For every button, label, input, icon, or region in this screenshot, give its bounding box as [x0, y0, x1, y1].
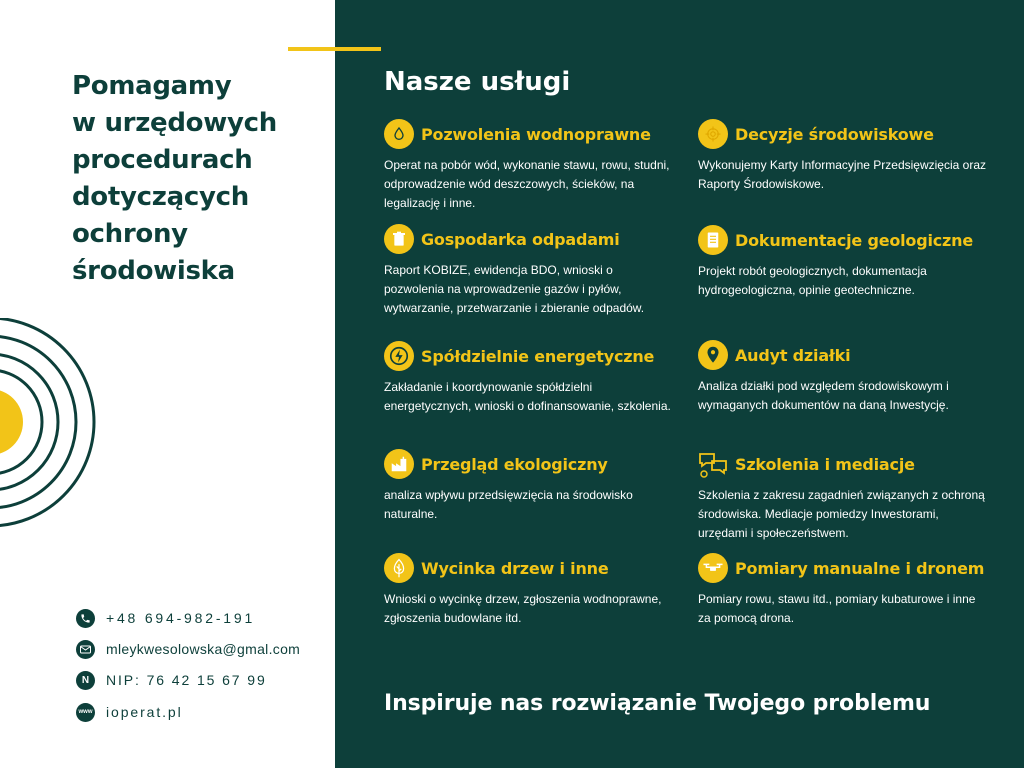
- service-title: Dokumentacje geologiczne: [735, 230, 974, 250]
- tree-icon: [384, 553, 414, 583]
- service-pomiary-dronem: [698, 553, 988, 628]
- service-title: Szkolenia i mediacje: [735, 454, 915, 474]
- service-title: Wycinka drzew i inne: [421, 558, 609, 578]
- service-description: Pomiary rowu, stawu itd., pomiary kubaturowe i inne za pomocą drona.: [698, 592, 976, 625]
- chat-bubbles-icon: [698, 449, 728, 479]
- headline-line: ochrony: [72, 219, 188, 249]
- service-description: Wykonujemy Karty Informacyjne Przedsięwzięcia oraz Raporty Środowiskowe.: [698, 158, 986, 191]
- water-drop-icon: [384, 119, 414, 149]
- contact-website: [76, 701, 183, 723]
- service-description: analiza wpływu przedsięwzięcia na środowisko naturalne.: [384, 488, 633, 521]
- email-address[interactable]: mleykwesolowska@gmal.com: [106, 641, 301, 657]
- contact-phone: [76, 607, 255, 629]
- headline-line: środowiska: [72, 256, 235, 286]
- factory-icon: [384, 449, 414, 479]
- service-title: Gospodarka odpadami: [421, 229, 620, 249]
- contact-email: [76, 638, 300, 660]
- map-pin-icon: [698, 340, 728, 370]
- service-pozwolenia-wodnoprawne: [384, 119, 674, 213]
- service-description: Szkolenia z zakresu zagadnień związanych z ochroną środowiska. Mediacje pomiedzy Inwestorami, urzędami i społeczeństwem.: [698, 488, 985, 540]
- section-title: Nasze usługi: [384, 67, 571, 97]
- document-icon: [698, 225, 728, 255]
- headline: [72, 68, 322, 290]
- contact-nip: [76, 669, 267, 691]
- service-description: Operat na pobór wód, wykonanie stawu, rowu, studni, odprowadzenie wód deszczowych, ścieków, na legalizację i inne.: [384, 158, 670, 210]
- service-description: Raport KOBIZE, ewidencja BDO, wnioski o pozwolenia na wprowadzenie gazów i pyłów, wytwarzanie, przetwarzanie i zbieranie odpadów.: [384, 263, 645, 315]
- service-audyt-dzialki: [698, 340, 988, 415]
- drone-icon: [698, 553, 728, 583]
- service-szkolenia-mediacje: [698, 449, 988, 543]
- headline-line: procedurach: [72, 145, 253, 175]
- envelope-icon: [76, 640, 95, 659]
- globe-icon: www: [76, 703, 95, 722]
- service-title: Przegląd ekologiczny: [421, 454, 608, 474]
- headline-line: Pomagamy: [72, 71, 232, 101]
- service-title: Pozwolenia wodnoprawne: [421, 124, 651, 144]
- service-dokumentacje-geologiczne: [698, 225, 988, 300]
- headline-line: dotyczących: [72, 182, 249, 212]
- service-wycinka-drzew: [384, 553, 674, 628]
- service-title: Decyzje środowiskowe: [735, 124, 934, 144]
- service-spoldzielnie-energetyczne: [384, 341, 674, 416]
- website-link[interactable]: ioperat.pl: [106, 704, 183, 720]
- service-description: Zakładanie i koordynowanie spółdzielni energetycznych, wnioski o dofinansowanie, szkolenia.: [384, 380, 671, 413]
- nip-number: NIP: 76 42 15 67 99: [106, 672, 267, 688]
- target-icon: [698, 119, 728, 149]
- service-title: Audyt działki: [735, 345, 851, 365]
- service-przeglad-ekologiczny: [384, 449, 674, 524]
- service-description: Projekt robót geologicznych, dokumentacja hydrogeologiczna, opinie geotechniczne.: [698, 264, 927, 297]
- energy-bolt-icon: [384, 341, 414, 371]
- service-decyzje-srodowiskowe: [698, 119, 988, 194]
- headline-line: w urzędowych: [72, 108, 277, 138]
- phone-number[interactable]: +48 694-982-191: [106, 610, 256, 626]
- service-title: Spółdzielnie energetyczne: [421, 346, 655, 366]
- service-description: Analiza działki pod względem środowiskowym i wymaganych dokumentów na daną Inwestycję.: [698, 379, 949, 412]
- concentric-rings-decoration: [0, 318, 100, 538]
- trash-bin-icon: [384, 224, 414, 254]
- accent-line: [288, 47, 381, 51]
- service-title: Pomiary manualne i dronem: [735, 558, 985, 578]
- phone-icon: [76, 609, 95, 628]
- footer-tagline: Inspiruje nas rozwiązanie Twojego problemu: [384, 691, 931, 716]
- service-gospodarka-odpadami: [384, 224, 674, 318]
- service-description: Wnioski o wycinkę drzew, zgłoszenia wodnoprawne, zgłoszenia budowlane itd.: [384, 592, 662, 625]
- nip-icon: N: [76, 671, 95, 690]
